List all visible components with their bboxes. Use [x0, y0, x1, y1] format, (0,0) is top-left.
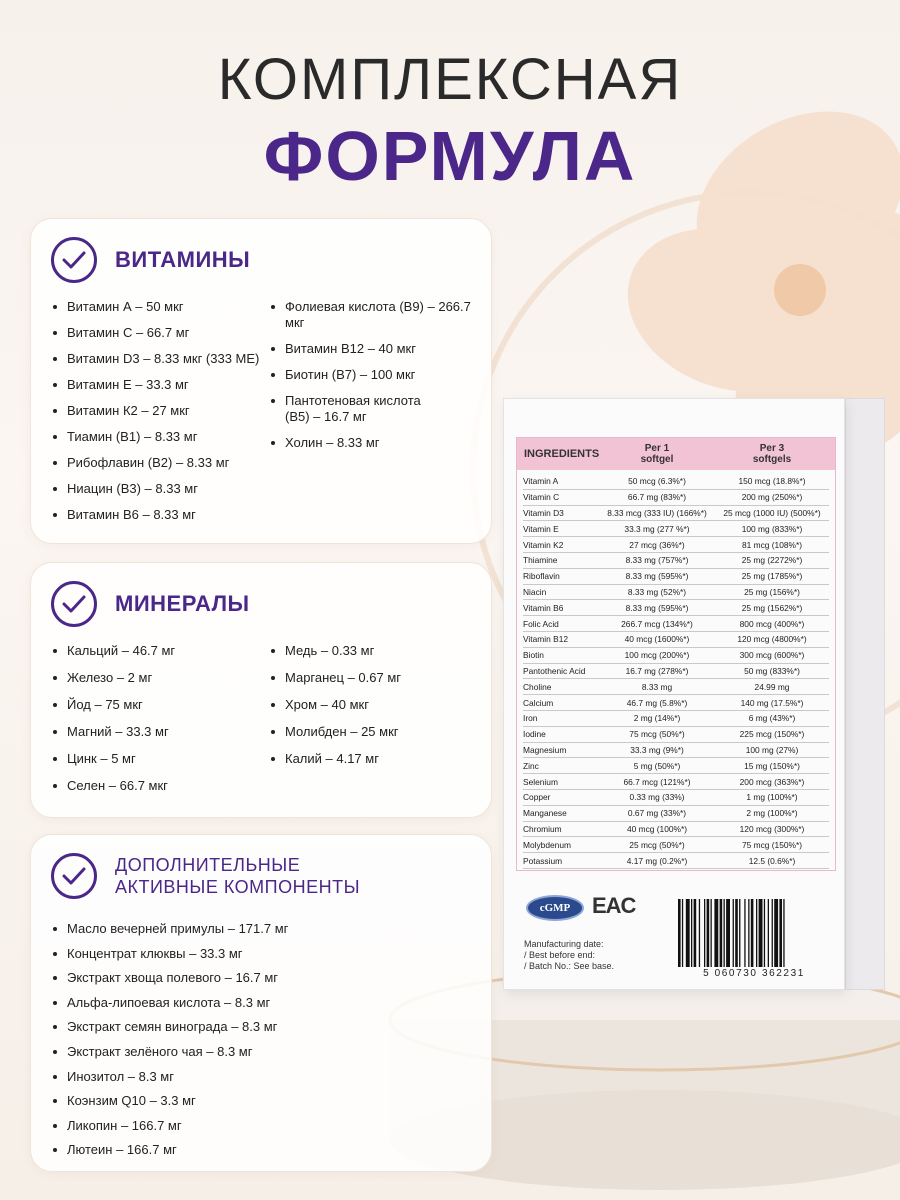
list-item: Селен – 66.7 мкг [53, 778, 175, 794]
ingredient-name: Calcium [523, 697, 554, 708]
barcode-bar [682, 899, 683, 967]
ingredients-table [516, 437, 836, 871]
barcode-bar [744, 899, 745, 967]
list-item: Фолиевая кислота (В9) – 266.7 мкг [271, 299, 486, 331]
barcode-bar [779, 899, 782, 967]
list-item: Альфа-липоевая кислота – 8.3 мг [53, 995, 288, 1011]
barcode-bar [739, 899, 740, 967]
list-item: Экстракт семян винограда – 8.3 мг [53, 1019, 288, 1035]
per3-header [713, 443, 831, 465]
barcode-bar [768, 899, 769, 967]
table-row [523, 585, 829, 601]
additional-title [115, 854, 360, 898]
table-row [523, 537, 829, 553]
per3-value: 25 mg (1785%*) [741, 571, 803, 582]
per1-value: 0.67 mg (33%*) [627, 808, 687, 819]
ingredient-name: Folic Acid [523, 618, 559, 629]
list-item: Коэнзим Q10 – 3.3 мг [53, 1093, 288, 1109]
barcode-bar [711, 899, 712, 967]
barcode-bar [733, 899, 734, 967]
per3-value: 225 mcg (150%*) [739, 729, 805, 740]
list-item: Витамин D3 – 8.33 мкг (333 МЕ) [53, 351, 259, 367]
per1-value: 8.33 mg (595%*) [625, 602, 689, 613]
table-row [523, 664, 829, 680]
barcode-bar [726, 899, 730, 967]
ingredient-name: Vitamin C [523, 492, 560, 503]
barcode-bar [764, 899, 765, 967]
minerals-card-header [51, 581, 250, 627]
ingredient-name: Vitamin K2 [523, 539, 564, 550]
ingredient-name: Copper [523, 792, 551, 803]
per3-value: 25 mg (1562%*) [741, 602, 803, 613]
per3-value: 25 mg (156%*) [744, 586, 800, 597]
per1-value: 16.7 mg (278%*) [625, 665, 689, 676]
ingredient-name: Selenium [523, 776, 558, 787]
minerals-card [30, 562, 492, 818]
list-item: Масло вечерней примулы – 171.7 мг [53, 921, 288, 937]
barcode-bar [724, 899, 725, 967]
minerals-list-left [53, 643, 175, 794]
table-row [523, 474, 829, 490]
vitamins-list-right [271, 299, 486, 451]
ingredient-name: Biotin [523, 650, 544, 661]
table-row [523, 711, 829, 727]
ingredient-name: Chromium [523, 823, 562, 834]
per1-value: 266.7 mcg (134%*) [621, 618, 693, 629]
barcode-bar [759, 899, 763, 967]
table-row [523, 632, 829, 648]
ingredient-name: Vitamin B12 [523, 634, 569, 645]
barcode-number: 5 060730 362231 [703, 968, 805, 979]
minerals-list-right [271, 643, 401, 767]
per1-header [601, 443, 713, 465]
per1-value: 25 mcg (50%*) [629, 839, 685, 850]
table-row [523, 521, 829, 537]
table-row [523, 790, 829, 806]
list-item: Медь – 0.33 мг [271, 643, 401, 659]
table-row [523, 837, 829, 853]
manufacturing-info [524, 939, 634, 972]
per1-value: 0.33 mg (33%) [629, 792, 685, 803]
list-item: Хром – 40 мкг [271, 697, 401, 713]
ingredients-table-body [517, 470, 835, 869]
per3-value: 300 mcg (600%*) [739, 650, 805, 661]
per1-value: 40 mcg (1600%*) [624, 634, 690, 645]
list-item: Витамин С – 66.7 мг [53, 325, 259, 341]
per1-value: 8.33 mg [641, 681, 673, 692]
per3-value: 150 mcg (18.8%*) [738, 476, 806, 487]
list-item: Концентрат клюквы – 33.3 мг [53, 946, 288, 962]
list-item: Витамин Е – 33.3 мг [53, 377, 259, 393]
package-side [845, 398, 885, 990]
ingredient-name: Niacin [523, 586, 547, 597]
per1-value: 46.7 mg (5.8%*) [626, 697, 688, 708]
per3-value: 120 mcg (4800%*) [737, 634, 807, 645]
per3-value: 6 mg (43%*) [748, 713, 796, 724]
per3-value: 140 mg (17.5%*) [740, 697, 804, 708]
list-item: Биотин (В7) – 100 мкг [271, 367, 486, 383]
per3-value: 50 mg (833%*) [744, 665, 800, 676]
eac-mark: EAC [592, 893, 636, 918]
per3-value: 81 mcg (108%*) [741, 539, 803, 550]
list-item: Инозитол – 8.3 мг [53, 1069, 288, 1085]
per1-value: 2 mg (14%*) [633, 713, 681, 724]
per3-value: 120 mcg (300%*) [739, 823, 805, 834]
vitamins-title: ВИТАМИНЫ [115, 247, 251, 272]
ingredient-name: Choline [523, 681, 552, 692]
list-item: Экстракт хвоща полевого – 16.7 мг [53, 970, 288, 986]
minerals-title: МИНЕРАЛЫ [115, 591, 250, 616]
barcode-bar [704, 899, 705, 967]
list-item: Холин – 8.33 мг [271, 435, 486, 451]
barcode-bar [783, 899, 784, 967]
table-row [523, 774, 829, 790]
product-package [503, 398, 845, 990]
list-item: Экстракт зелёного чая – 8.3 мг [53, 1044, 288, 1060]
per1-value: 33.3 mg (9%*) [630, 744, 684, 755]
ingredient-name: Riboflavin [523, 571, 560, 582]
table-row [523, 679, 829, 695]
additional-title-line1: ДОПОЛНИТЕЛЬНЫЕ [115, 855, 301, 875]
per3-header-line2: softgels [752, 454, 792, 465]
per3-header-line1: Per 3 [759, 443, 785, 454]
table-row [523, 490, 829, 506]
per1-value: 8.33 mg (595%*) [625, 571, 689, 582]
list-item: Пантотеновая кислота (В5) – 16.7 мг [271, 393, 431, 425]
table-row [523, 758, 829, 774]
list-item: Витамин В6 – 8.33 мг [53, 507, 259, 523]
per1-value: 100 mcg (200%*) [624, 650, 690, 661]
per1-value: 27 mcg (36%*) [629, 539, 685, 550]
additional-card-header [51, 853, 360, 899]
per3-value: 25 mg (2272%*) [741, 555, 803, 566]
list-item: Тиамин (В1) – 8.33 мг [53, 429, 259, 445]
per3-value: 1 mg (100%*) [746, 792, 798, 803]
per3-value: 12.5 (0.6%*) [748, 855, 796, 866]
check-circle-icon [51, 853, 97, 899]
list-item: Калий – 4.17 мг [271, 751, 401, 767]
list-item: Железо – 2 мг [53, 670, 175, 686]
ingredient-name: Zinc [523, 760, 539, 771]
page-heading [0, 44, 900, 196]
table-row [523, 616, 829, 632]
heading-line1: КОМПЛЕКСНАЯ [217, 47, 683, 112]
per1-value: 75 mcg (50%*) [629, 729, 685, 740]
ingredient-name: Iron [523, 713, 538, 724]
manufacturing-line2: / Best before end: [524, 950, 596, 960]
ingredient-name: Iodine [523, 729, 546, 740]
per1-value: 66.7 mg (83%*) [627, 492, 687, 503]
barcode-bar [735, 899, 738, 967]
table-row [523, 648, 829, 664]
manufacturing-line1: Manufacturing date: [524, 939, 604, 949]
list-item: Ликопин – 166.7 мг [53, 1118, 288, 1134]
barcode-bar [707, 899, 710, 967]
per1-header-line2: softgel [640, 454, 674, 465]
table-row [523, 506, 829, 522]
per1-value: 8.33 mg (52%*) [627, 586, 687, 597]
heading-line2: ФОРМУЛА [263, 117, 637, 195]
table-row [523, 853, 829, 869]
check-circle-icon [51, 581, 97, 627]
table-row [523, 600, 829, 616]
table-row [523, 695, 829, 711]
additional-card [30, 834, 492, 1172]
table-row [523, 743, 829, 759]
ingredient-name: Potassium [523, 855, 563, 866]
check-circle-icon [51, 237, 97, 283]
ingredient-name: Vitamin B6 [523, 602, 564, 613]
table-row [523, 727, 829, 743]
barcode-bar [699, 899, 700, 967]
list-item: Йод – 75 мкг [53, 697, 175, 713]
barcode-bar [686, 899, 690, 967]
barcode-bar [678, 899, 681, 967]
cgmp-logo: cGMP [526, 895, 584, 921]
barcode-bar [774, 899, 778, 967]
list-item: Лютеин – 166.7 мг [53, 1142, 288, 1158]
vitamins-card-header [51, 237, 250, 283]
ingredient-name: Vitamin D3 [523, 507, 564, 518]
barcode-bar [772, 899, 773, 967]
ingredient-name: Manganese [523, 808, 567, 819]
per3-value: 100 mg (27%) [745, 744, 799, 755]
per1-value: 5 mg (50%*) [633, 760, 681, 771]
per3-value: 24.99 mg [754, 681, 790, 692]
ingredients-header-label: INGREDIENTS [524, 448, 600, 460]
per1-value: 8.33 mg (757%*) [625, 555, 689, 566]
barcode-bar [694, 899, 697, 967]
per1-header-line1: Per 1 [644, 443, 670, 454]
list-item: Кальций – 46.7 мг [53, 643, 175, 659]
per1-value: 40 mcg (100%*) [626, 823, 688, 834]
additional-title-line2: АКТИВНЫЕ КОМПОНЕНТЫ [115, 877, 361, 897]
vitamins-list-left [53, 299, 259, 523]
list-item: Витамин К2 – 27 мкг [53, 403, 259, 419]
per3-value: 200 mg (250%*) [741, 492, 803, 503]
per3-value: 25 mcg (1000 IU) (500%*) [723, 507, 821, 518]
table-row [523, 806, 829, 822]
barcode-bar [691, 899, 692, 967]
barcode-bar [714, 899, 718, 967]
additional-list [53, 921, 288, 1158]
list-item: Магний – 33.3 мг [53, 724, 175, 740]
per3-value: 15 mg (150%*) [744, 760, 800, 771]
ingredient-name: Thiamine [523, 555, 558, 566]
barcode-bar [748, 899, 749, 967]
list-item: Марганец – 0.67 мг [271, 670, 401, 686]
table-row [523, 553, 829, 569]
barcode-bar [751, 899, 754, 967]
barcode-bar [720, 899, 723, 967]
list-item: Рибофлавин (В2) – 8.33 мг [53, 455, 259, 471]
per1-value: 50 mcg (6.3%*) [628, 476, 686, 487]
list-item: Цинк – 5 мг [53, 751, 175, 767]
per1-value: 4.17 mg (0.2%*) [626, 855, 688, 866]
ingredient-name: Pantothenic Acid [523, 665, 586, 676]
barcode-bar [756, 899, 757, 967]
per1-value: 8.33 mcg (333 IU) (166%*) [607, 507, 707, 518]
ingredient-name: Molybdenum [523, 839, 571, 850]
ingredients-table-header [517, 438, 835, 470]
per3-value: 100 mg (833%*) [741, 523, 803, 534]
per1-value: 66.7 mcg (121%*) [623, 776, 691, 787]
per1-value: 33.3 mg (277 %*) [624, 523, 690, 534]
list-item: Витамин В12 – 40 мкг [271, 341, 486, 357]
table-row [523, 822, 829, 838]
manufacturing-line3: / Batch No.: See base. [524, 961, 615, 971]
per3-value: 200 mcg (363%*) [739, 776, 805, 787]
list-item: Молибден – 25 мкг [271, 724, 401, 740]
barcode [676, 899, 832, 967]
ingredient-name: Magnesium [523, 744, 567, 755]
list-item: Ниацин (В3) – 8.33 мг [53, 481, 259, 497]
ingredient-name: Vitamin E [523, 523, 559, 534]
table-row [523, 569, 829, 585]
per3-value: 2 mg (100%*) [746, 808, 798, 819]
vitamins-card [30, 218, 492, 544]
ingredient-name: Vitamin A [523, 476, 559, 487]
list-item: Витамин А – 50 мкг [53, 299, 259, 315]
per3-value: 75 mcg (150%*) [741, 839, 803, 850]
per3-value: 800 mcg (400%*) [739, 618, 805, 629]
